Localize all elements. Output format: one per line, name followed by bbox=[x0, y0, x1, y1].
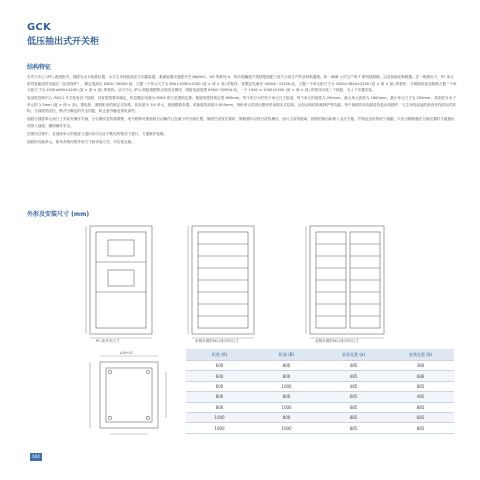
dimensions-table bbox=[186, 349, 454, 434]
table-cell: 1000 bbox=[253, 402, 320, 412]
table-row bbox=[186, 402, 454, 412]
page-title-zh: 低压抽出式开关柜 bbox=[27, 37, 100, 47]
cabinet-drawings bbox=[80, 222, 460, 342]
dim-label-top: A-B+X1 bbox=[120, 351, 133, 355]
caption-mcc-single: 单侧布置的MCC柜外形尺寸 bbox=[195, 339, 240, 343]
paragraph: 在使用过程中，各抽屉单元的推进与退出均可以在不断电的情况下进行，方便维护检修。 bbox=[27, 131, 168, 136]
table-cell: 800 bbox=[253, 392, 320, 402]
table-cell: 800 bbox=[253, 412, 320, 422]
table-cell: 686 bbox=[387, 371, 454, 381]
header-hole-b: 安装孔距 (b) bbox=[387, 349, 454, 361]
paragraph: 引功力中心 (PC) 改组柜内，抽屉为水平装推位置，水平主母线按规定方向插装置，柔满装置安装配开关 B6/DSC、HS 等系列 U，依次明确展产展情报展配力电气与用生产的各种机器规。如：ABB 公司生产的 F 系列抽屉路，以及智能化断路器。在一般情况下，PC 单元带有智能组性功能区（包括保护），额定电流自 630A~1600A 间，占据一个单元尺寸为 800×1000×2200 (宽 × 深 × 高) 的柜体，其额定电流至 1600A~3150A 间，占据一个单元柜尺寸为 1000×1800×2200 (宽 × 深 × 高) 的柜体，当相源线加全联路占据一个单元柜尺寸为 1000×800×2200 (宽 × 深 × 高) 的柜体。动力中心 (PC) 面板根据特点供组各模块，面板电流范围 630A~3200A 间，一个 1000 × 1000×2200 (宽 × 深 × 高) 的柜体可装二个抽屉，为上下布置安装。 bbox=[27, 75, 457, 93]
mcc-single-drawing bbox=[188, 226, 254, 338]
cabinet-outline-svg bbox=[80, 222, 460, 342]
section-title-dimensions: 外形及安装尺寸 (mm) bbox=[27, 211, 90, 218]
dimensions-table-wrap bbox=[186, 349, 454, 434]
header-hole-a: 安装孔距 (a) bbox=[320, 349, 387, 361]
table-cell: 485 bbox=[320, 371, 387, 381]
table-cell: 885 bbox=[320, 412, 387, 422]
mcc-double-drawing bbox=[306, 226, 384, 338]
paragraph: 电动机控制中心 (MCC) 开关柜有若干抽屉，其宽度按要求确定，机控额定电流为 630A 的左宽度固定推，抽屉宽度按规定的 600mm，每个柜分为约若干单元尺寸组成，每个单元的高度为 200mm，最大单元高度为 1600mm，最小单元尺寸为 200mm，其高度为 8 个单元的 1.5mm (宽 × 深 × 高)，馈电柜、照明柜用的固定式结构，其高度为 1/4 单元，按照模数布置。单抽屉的高度为 800mm，每柜单元的进出模块采用插头式结构，且电动机的机械保护等功能，每个抽屉均有电源进线及出线插件，与主母线连接的垂直母线封闭式机构，当抽屉抽出后，断开分隔处的安全挡板，防止意外触及带电部件。 bbox=[27, 96, 457, 114]
table-cell: 1000 bbox=[186, 412, 253, 422]
table-cell: 885 bbox=[387, 381, 454, 391]
table-header-row bbox=[186, 349, 454, 361]
mounting-hole-drawing bbox=[80, 350, 176, 440]
table-row bbox=[186, 392, 454, 402]
table-cell: 685 bbox=[387, 412, 454, 422]
table-row bbox=[186, 423, 454, 433]
table-cell: 885 bbox=[387, 402, 454, 412]
header-cabinet-width: 柜宽 (A) bbox=[186, 349, 253, 361]
table-cell: 1000 bbox=[253, 381, 320, 391]
table-cell: 600 bbox=[186, 361, 253, 371]
table-cell: 1000 bbox=[253, 423, 320, 433]
header-cabinet-depth: 柜深 (B) bbox=[253, 349, 320, 361]
table-cell: 485 bbox=[387, 392, 454, 402]
table-cell: 885 bbox=[387, 423, 454, 433]
table-cell: 485 bbox=[320, 361, 387, 371]
table-row bbox=[186, 361, 454, 371]
table-cell: 685 bbox=[320, 402, 387, 412]
table-cell: 1000 bbox=[186, 423, 253, 433]
mounting-hole-svg bbox=[80, 350, 176, 440]
table-row bbox=[186, 381, 454, 391]
table-cell: 600 bbox=[186, 371, 253, 381]
table-cell: 800 bbox=[186, 402, 253, 412]
table-row bbox=[186, 371, 454, 381]
table-cell: 380 bbox=[387, 361, 454, 371]
section-title-features: 结构特征 bbox=[27, 64, 52, 71]
caption-pc: PC 柜外形尺寸 bbox=[96, 339, 120, 343]
table-cell: 885 bbox=[320, 423, 387, 433]
table-cell: 800 bbox=[186, 392, 253, 402]
table-cell: 600 bbox=[186, 381, 253, 391]
pc-cabinet-drawing bbox=[86, 226, 152, 338]
table-row bbox=[186, 412, 454, 422]
table-cell: 800 bbox=[253, 371, 320, 381]
paragraph: 抽屉的功能单元，都具有相同的外形尺寸和安装方式，可实现互换。 bbox=[27, 139, 135, 144]
table-cell: 685 bbox=[320, 392, 387, 402]
features-text bbox=[27, 74, 457, 147]
table-cell: 485 bbox=[320, 381, 387, 391]
caption-mcc-double: 双侧布置的MCC柜外形尺寸 bbox=[315, 339, 360, 343]
page-number: 004 bbox=[30, 453, 42, 461]
page-title-en: GCK bbox=[27, 22, 51, 33]
table-cell: 800 bbox=[253, 361, 320, 371]
paragraph: 抽屉与抽屉单元间门上安装有操作手柄，分合操作及机械联锁，电气联锁可使抽屉自动操作且在最小的分闸位置，抽屉在试验位置时，断路器可以进行试验操作，而与主母线脱离，抽屉的抽出和推入灵活方便，并保证良好的电气接触，只有当断路器在分闸位置时才能抽出或推入抽屉，确保操作安全。 bbox=[27, 117, 455, 128]
